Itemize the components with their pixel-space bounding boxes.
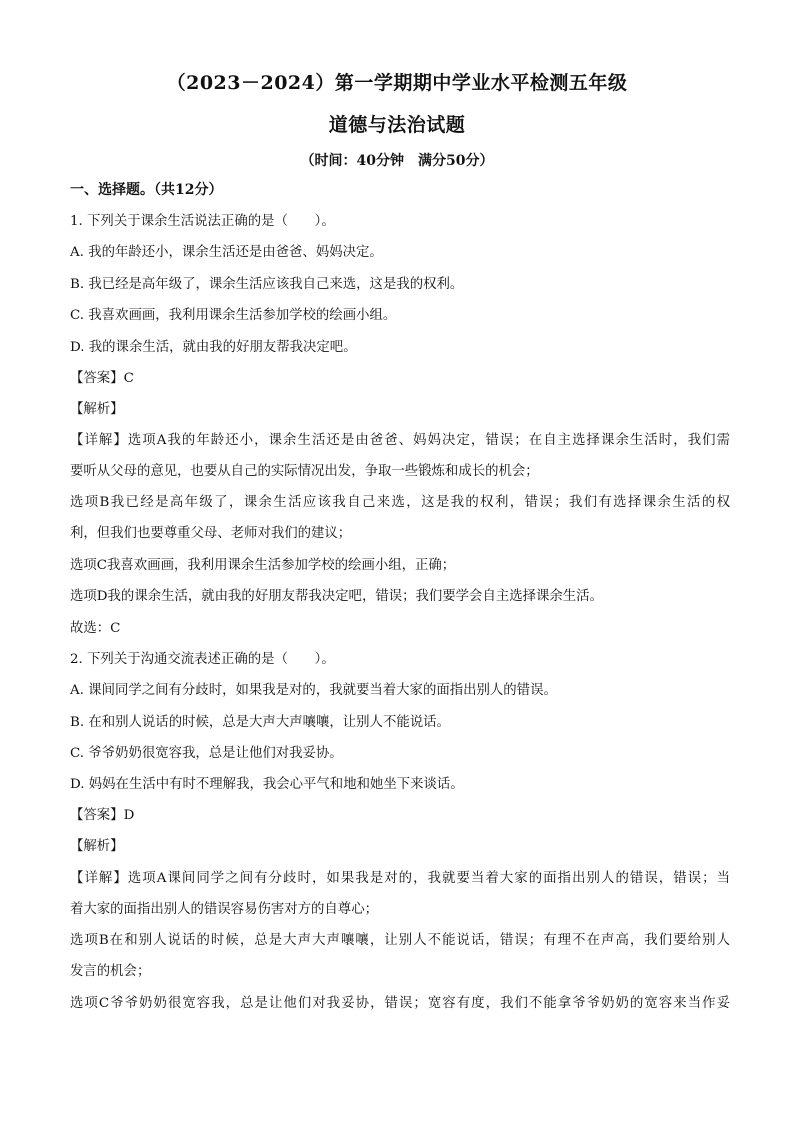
question-1-conclusion: 故选：C [70,621,121,636]
question-1-option-c: C. 我喜欢画画，我利用课余生活参加学校的绘画小组。 [70,308,397,323]
detail-tag: 【详解】 [70,871,128,886]
detail-text: 选项A我的年龄还小，课余生活还是由爸爸、妈妈决定，错误；在自主选择课余生活时，我们需 [127,433,731,448]
question-1-detail-2b: 利，但我们也要尊重父母、老师对我们的建议； [70,526,352,541]
question-2-option-c: C. 爷爷奶奶很宽容我，总是让他们对我妥协。 [70,746,343,761]
question-1-option-a: A. 我的年龄还小，课余生活还是由爸爸、妈妈决定。 [70,245,383,260]
section-heading: 一、选择题。（共12分） [70,182,223,198]
question-1-detail-1b: 要听从父母的意见，也要从自己的实际情况出发，争取一些锻炼和成长的机会； [70,464,539,479]
subject-title: 道德与法治试题 [328,114,466,136]
answer-tag: 【答案】 [70,808,124,823]
question-1-answer [70,370,730,388]
detail-tag: 【详解】 [70,433,128,448]
question-1-analysis-tag [70,401,730,419]
question-2-detail-2a: 选项B在和别人说话的时候，总是大声大声嚷嚷，让别人不能说话，错误；有理不在声高，我们要给别人 [70,933,730,948]
question-2-detail-1b: 着大家的面指出别人的错误容易伤害对方的自尊心； [70,902,378,917]
question-1-detail-4: 选项D我的课余生活，就由我的好朋友帮我决定吧，错误；我们要学会自主选择课余生活。 [70,589,603,604]
question-2-option-b: B. 在和别人说话的时候，总是大声大声嚷嚷，让别人不能说话。 [70,715,450,730]
question-2-answer [70,807,730,825]
exam-title: （2023－2024）第一学期期中学业水平检测五年级 [166,72,628,94]
question-2-detail-3a: 选项C爷爷奶奶很宽容我，总是让他们对我妥协，错误；宽容有度，我们不能拿爷爷奶奶的宽容来当作妥 [70,996,730,1011]
answer-value: D [123,808,135,823]
analysis-tag: 【解析】 [70,402,124,417]
answer-tag: 【答案】 [70,371,124,386]
question-1-option-d: D. 我的课余生活，就由我的好朋友帮我决定吧。 [70,340,357,355]
exam-info: （时间：40分钟 满分50分） [300,153,494,169]
question-2-analysis-tag [70,838,730,856]
question-2-option-a: A. 课间同学之间有分歧时，如果我是对的，我就要当着大家的面指出别人的错误。 [70,683,557,698]
answer-value: C [123,371,134,386]
question-2-detail-1a [70,870,730,888]
question-2-stem: 2. 下列关于沟通交流表述正确的是（ ）。 [70,652,335,667]
question-2-option-d: D. 妈妈在生活中有时不理解我，我会心平气和地和她坐下来谈话。 [70,777,464,792]
question-1-detail-3: 选项C我喜欢画画，我利用课余生活参加学校的绘画小组，正确； [70,558,456,573]
detail-text: 选项A课间同学之间有分歧时，如果我是对的，我就要当着大家的面指出别人的错误，错误；当 [127,871,731,886]
question-1-stem: 1. 下列关于课余生活说法正确的是（ ）。 [70,214,335,229]
question-1-option-b: B. 我已经是高年级了，课余生活应该我自己来选，这是我的权利。 [70,277,464,292]
question-1-detail-1a [70,432,730,450]
question-1-detail-2a: 选项B我已经是高年级了，课余生活应该我自己来选，这是我的权利，错误；我们有选择课余生活的权 [70,495,730,510]
analysis-tag: 【解析】 [70,839,124,854]
question-2-detail-2b: 发言的机会； [70,964,151,979]
